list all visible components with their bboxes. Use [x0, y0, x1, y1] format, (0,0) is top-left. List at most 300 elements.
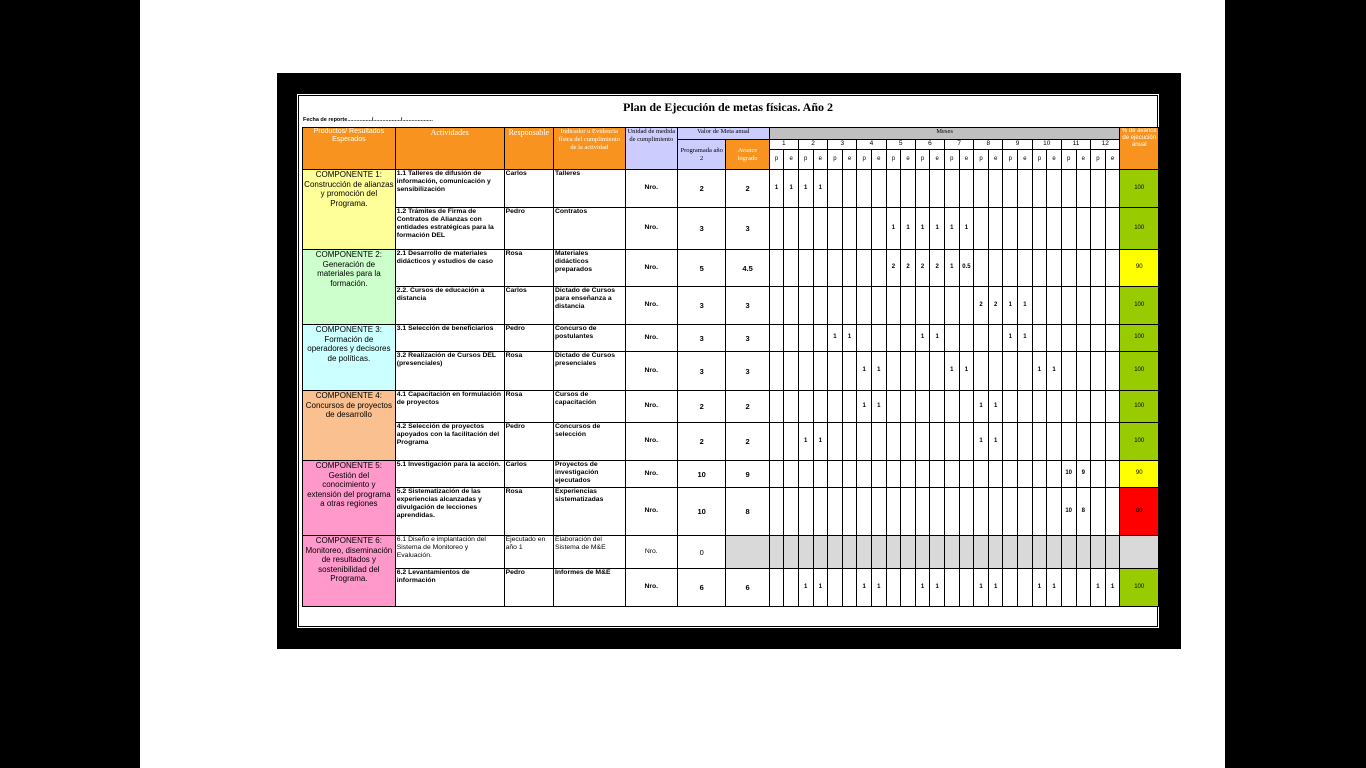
month-value-cell [1003, 569, 1018, 607]
table-row [303, 488, 1159, 536]
month-value-cell [901, 391, 916, 423]
unit-cell: Nro. [625, 536, 677, 569]
executed-subheader: e [871, 150, 886, 170]
month-value-cell: 1 [1032, 352, 1047, 391]
responsible-cell: Rosa [504, 352, 553, 391]
month-value-cell [828, 461, 843, 488]
month-value-cell [1061, 325, 1076, 352]
month-value-cell [842, 536, 857, 569]
month-value-cell [886, 170, 901, 208]
execution-plan-table [302, 127, 1159, 607]
month-value-cell [1018, 170, 1033, 208]
programmed-cell: 3 [677, 325, 725, 352]
month-value-cell [1032, 170, 1047, 208]
month-value-cell: 1 [959, 352, 974, 391]
achieved-cell: 3 [726, 325, 769, 352]
achieved-cell: 3 [726, 287, 769, 325]
month-value-cell [901, 461, 916, 488]
activity-cell: 1.2 Trámites de Firma de Contratos de Alianzas con entidades estratégicas para la formación DEL [395, 208, 504, 250]
month-value-cell [784, 461, 799, 488]
month-value-cell: 1 [1105, 569, 1120, 607]
month-value-cell: 2 [886, 250, 901, 287]
month-value-cell [945, 170, 960, 208]
planned-subheader: p [1032, 150, 1047, 170]
month-header-7: 7 [945, 140, 974, 150]
month-value-cell [769, 352, 784, 391]
executed-subheader: e [1105, 150, 1120, 170]
month-value-cell [945, 325, 960, 352]
percent-cell: 100 [1120, 325, 1159, 352]
header-indicador: Indicador u Evidencia física del cumplimiento de la actividad [554, 128, 626, 170]
executed-subheader: e [988, 150, 1003, 170]
achieved-cell: 2 [726, 423, 769, 461]
table-row [303, 250, 1159, 287]
header-actividades: Actividades [395, 128, 504, 170]
month-value-cell [886, 536, 901, 569]
month-header-10: 10 [1032, 140, 1061, 150]
month-value-cell [915, 461, 930, 488]
month-value-cell [1032, 423, 1047, 461]
achieved-cell [726, 536, 769, 569]
table-row [303, 287, 1159, 325]
indicator-cell: Materiales didácticos preparados [554, 250, 626, 287]
programmed-cell: 2 [677, 391, 725, 423]
indicator-cell: Dictado de Cursos presenciales [554, 352, 626, 391]
percent-cell: 80 [1120, 488, 1159, 536]
header-valor-meta: Valor de Meta anual [677, 128, 769, 140]
month-value-cell [871, 250, 886, 287]
component-label: COMPONENTE 6: Monitoreo, diseminación de resultados y sostenibilidad del Programa. [303, 536, 396, 607]
table-row [303, 325, 1159, 352]
month-value-cell [1047, 391, 1062, 423]
programmed-cell: 5 [677, 250, 725, 287]
indicator-cell: Cursos de capacitación [554, 391, 626, 423]
table-row [303, 208, 1159, 250]
month-value-cell: 1 [842, 325, 857, 352]
programmed-cell: 2 [677, 170, 725, 208]
executed-subheader: e [1018, 150, 1033, 170]
report-date-line: Fecha de reporte................/................../.................... [303, 117, 433, 123]
month-value-cell [886, 569, 901, 607]
month-value-cell [1061, 423, 1076, 461]
month-value-cell [974, 250, 989, 287]
responsible-cell: Ejecutado en año 1 [504, 536, 553, 569]
month-value-cell [1032, 536, 1047, 569]
month-value-cell [1076, 569, 1091, 607]
header-responsable: Responsable [504, 128, 553, 170]
responsible-cell: Pedro [504, 423, 553, 461]
page-title: Plan de Ejecución de metas físicas. Año 2 [623, 100, 833, 114]
month-value-cell [1076, 325, 1091, 352]
table-row [303, 536, 1159, 569]
month-value-cell [1003, 488, 1018, 536]
month-value-cell: 0.5 [959, 250, 974, 287]
month-value-cell [1105, 391, 1120, 423]
month-header-9: 9 [1003, 140, 1032, 150]
month-value-cell [1076, 423, 1091, 461]
month-value-cell: 1 [945, 208, 960, 250]
month-value-cell [930, 170, 945, 208]
month-value-cell [1076, 352, 1091, 391]
unit-cell: Nro. [625, 325, 677, 352]
month-value-cell [886, 352, 901, 391]
month-value-cell: 1 [988, 569, 1003, 607]
month-value-cell [842, 423, 857, 461]
month-value-cell [915, 352, 930, 391]
table-row [303, 461, 1159, 488]
percent-cell: 100 [1120, 352, 1159, 391]
month-header-8: 8 [974, 140, 1003, 150]
month-value-cell [1091, 536, 1106, 569]
activity-cell: 2.1 Desarrollo de materiales didácticos y estudios de caso [395, 250, 504, 287]
month-value-cell [901, 488, 916, 536]
month-header-5: 5 [886, 140, 915, 150]
month-value-cell [871, 287, 886, 325]
month-value-cell [1091, 170, 1106, 208]
month-value-cell [1047, 208, 1062, 250]
month-value-cell [1047, 287, 1062, 325]
unit-cell: Nro. [625, 488, 677, 536]
planned-subheader: p [857, 150, 872, 170]
month-value-cell [988, 325, 1003, 352]
month-value-cell [1105, 536, 1120, 569]
month-value-cell [1061, 391, 1076, 423]
month-value-cell [915, 170, 930, 208]
indicator-cell: Proyectos de investigación ejecutados [554, 461, 626, 488]
month-value-cell [930, 423, 945, 461]
table-row [303, 569, 1159, 607]
month-value-cell [871, 461, 886, 488]
month-value-cell [959, 488, 974, 536]
responsible-cell: Pedro [504, 569, 553, 607]
month-value-cell [1018, 488, 1033, 536]
month-value-cell [1018, 461, 1033, 488]
indicator-cell: Experiencias sistematizadas [554, 488, 626, 536]
indicator-cell: Concursos de selección [554, 423, 626, 461]
month-value-cell: 10 [1061, 461, 1076, 488]
month-value-cell: 1 [1047, 352, 1062, 391]
percent-cell: 100 [1120, 569, 1159, 607]
activity-cell: 2.2. Cursos de educación a distancia [395, 287, 504, 325]
month-value-cell [784, 250, 799, 287]
month-value-cell [930, 391, 945, 423]
month-value-cell [945, 461, 960, 488]
month-value-cell: 1 [988, 391, 1003, 423]
month-value-cell [959, 461, 974, 488]
month-value-cell [901, 170, 916, 208]
month-value-cell [988, 488, 1003, 536]
achieved-cell: 8 [726, 488, 769, 536]
month-value-cell [1091, 461, 1106, 488]
month-value-cell [1061, 170, 1076, 208]
month-value-cell [974, 352, 989, 391]
indicator-cell: Concurso de postulantes [554, 325, 626, 352]
indicator-cell: Informes de M&E [554, 569, 626, 607]
month-value-cell [901, 287, 916, 325]
month-value-cell [828, 208, 843, 250]
planned-subheader: p [1061, 150, 1076, 170]
month-value-cell [769, 536, 784, 569]
month-value-cell [1105, 488, 1120, 536]
month-value-cell [1003, 170, 1018, 208]
month-value-cell [1003, 352, 1018, 391]
unit-cell: Nro. [625, 352, 677, 391]
month-value-cell [857, 536, 872, 569]
activity-cell: 6.1 Diseño e implantación del Sistema de Monitoreo y Evaluación. [395, 536, 504, 569]
month-value-cell [828, 287, 843, 325]
month-value-cell [1061, 569, 1076, 607]
month-value-cell [1003, 250, 1018, 287]
planned-subheader: p [798, 150, 813, 170]
planned-subheader: p [769, 150, 784, 170]
month-value-cell: 9 [1076, 461, 1091, 488]
activity-cell: 3.1 Selección de beneficiarios [395, 325, 504, 352]
month-value-cell [871, 170, 886, 208]
achieved-cell: 3 [726, 352, 769, 391]
month-value-cell [1091, 287, 1106, 325]
month-value-cell [1091, 250, 1106, 287]
executed-subheader: e [959, 150, 974, 170]
month-value-cell: 1 [1003, 325, 1018, 352]
month-value-cell: 1 [988, 423, 1003, 461]
month-value-cell [945, 287, 960, 325]
month-value-cell: 2 [974, 287, 989, 325]
month-value-cell [857, 461, 872, 488]
executed-subheader: e [842, 150, 857, 170]
month-value-cell [974, 536, 989, 569]
month-value-cell [1047, 536, 1062, 569]
month-value-cell: 1 [959, 208, 974, 250]
month-value-cell: 1 [828, 325, 843, 352]
month-value-cell [842, 287, 857, 325]
month-value-cell [1003, 208, 1018, 250]
month-value-cell [1091, 423, 1106, 461]
month-value-cell [769, 423, 784, 461]
month-value-cell: 1 [945, 250, 960, 287]
month-value-cell [1061, 208, 1076, 250]
month-value-cell: 1 [1018, 325, 1033, 352]
month-value-cell [901, 569, 916, 607]
month-value-cell [886, 391, 901, 423]
month-value-cell [886, 287, 901, 325]
unit-cell: Nro. [625, 208, 677, 250]
month-value-cell [1076, 250, 1091, 287]
component-label: COMPONENTE 2: Generación de materiales para la formación. [303, 250, 396, 325]
component-label: COMPONENTE 4: Concursos de proyectos de desarrollo [303, 391, 396, 461]
month-value-cell [945, 423, 960, 461]
month-value-cell [959, 325, 974, 352]
month-value-cell [842, 488, 857, 536]
month-value-cell [1018, 423, 1033, 461]
month-value-cell [886, 423, 901, 461]
month-value-cell [959, 423, 974, 461]
header-programada: Programada año 2 [677, 140, 725, 170]
month-value-cell: 1 [974, 423, 989, 461]
responsible-cell: Carlos [504, 287, 553, 325]
month-value-cell [857, 250, 872, 287]
month-value-cell [1076, 536, 1091, 569]
month-value-cell [842, 352, 857, 391]
month-value-cell: 1 [871, 352, 886, 391]
achieved-cell: 4.5 [726, 250, 769, 287]
month-value-cell [798, 352, 813, 391]
activity-cell: 5.2 Sistematización de las experiencias alcanzadas y divulgación de lecciones aprendidas. [395, 488, 504, 536]
month-value-cell [1018, 569, 1033, 607]
month-value-cell: 1 [857, 352, 872, 391]
month-value-cell [1018, 352, 1033, 391]
month-value-cell [988, 461, 1003, 488]
month-value-cell [1032, 461, 1047, 488]
unit-cell: Nro. [625, 250, 677, 287]
month-value-cell [1091, 488, 1106, 536]
month-value-cell [1032, 208, 1047, 250]
month-value-cell: 1 [813, 170, 828, 208]
month-value-cell [769, 569, 784, 607]
month-value-cell [769, 287, 784, 325]
month-value-cell: 2 [930, 250, 945, 287]
month-value-cell [915, 287, 930, 325]
month-value-cell [1091, 325, 1106, 352]
indicator-cell: Talleres [554, 170, 626, 208]
month-value-cell [1018, 391, 1033, 423]
month-value-cell: 1 [915, 325, 930, 352]
month-value-cell [930, 536, 945, 569]
percent-cell: 100 [1120, 391, 1159, 423]
month-value-cell [1047, 488, 1062, 536]
responsible-cell: Pedro [504, 325, 553, 352]
programmed-cell: 6 [677, 569, 725, 607]
month-value-cell [769, 325, 784, 352]
month-value-cell [1047, 170, 1062, 208]
table-row [303, 352, 1159, 391]
month-value-cell [784, 287, 799, 325]
indicator-cell: Elaboración del Sistema de M&E [554, 536, 626, 569]
month-value-cell [769, 488, 784, 536]
month-value-cell [901, 536, 916, 569]
month-value-cell [1105, 208, 1120, 250]
month-header-3: 3 [828, 140, 857, 150]
month-value-cell [988, 170, 1003, 208]
month-value-cell [974, 208, 989, 250]
month-value-cell [1003, 391, 1018, 423]
month-value-cell [901, 352, 916, 391]
month-value-cell [959, 287, 974, 325]
month-value-cell [1032, 488, 1047, 536]
month-value-cell [1076, 287, 1091, 325]
month-value-cell [871, 325, 886, 352]
month-value-cell [974, 325, 989, 352]
month-value-cell: 1 [769, 170, 784, 208]
month-value-cell [769, 250, 784, 287]
indicator-cell: Dictado de Cursos para enseñanza a distancia [554, 287, 626, 325]
header-pct: % de avance de ejecución anual [1120, 128, 1159, 170]
month-value-cell [1061, 536, 1076, 569]
month-value-cell [959, 536, 974, 569]
month-value-cell: 1 [930, 208, 945, 250]
achieved-cell: 3 [726, 208, 769, 250]
month-value-cell: 1 [930, 569, 945, 607]
month-value-cell [1061, 352, 1076, 391]
month-value-cell [886, 488, 901, 536]
month-value-cell [842, 569, 857, 607]
month-value-cell [1003, 461, 1018, 488]
planned-subheader: p [886, 150, 901, 170]
month-header-12: 12 [1091, 140, 1120, 150]
planned-subheader: p [915, 150, 930, 170]
percent-cell: 100 [1120, 208, 1159, 250]
month-value-cell [871, 208, 886, 250]
activity-cell: 4.1 Capacitación en formulación de proyectos [395, 391, 504, 423]
month-value-cell [813, 352, 828, 391]
activity-cell: 4.2 Selección de proyectos apoyados con la facilitación del Programa [395, 423, 504, 461]
month-value-cell: 1 [813, 423, 828, 461]
percent-cell: 100 [1120, 423, 1159, 461]
component-label: COMPONENTE 5: Gestión del conocimiento y extensión del programa a otras regiones [303, 461, 396, 536]
month-value-cell: 1 [1047, 569, 1062, 607]
month-value-cell: 1 [871, 569, 886, 607]
executed-subheader: e [813, 150, 828, 170]
month-value-cell [1047, 423, 1062, 461]
header-avance: Avance logrado [726, 140, 769, 170]
month-value-cell [1076, 391, 1091, 423]
month-value-cell [828, 569, 843, 607]
month-value-cell [988, 536, 1003, 569]
month-value-cell [1061, 250, 1076, 287]
unit-cell: Nro. [625, 391, 677, 423]
month-value-cell [1105, 423, 1120, 461]
month-value-cell [857, 325, 872, 352]
unit-cell: Nro. [625, 170, 677, 208]
month-value-cell [857, 287, 872, 325]
month-value-cell [930, 287, 945, 325]
month-value-cell [857, 423, 872, 461]
month-value-cell [784, 423, 799, 461]
month-value-cell [828, 352, 843, 391]
month-value-cell [1105, 461, 1120, 488]
executed-subheader: e [1076, 150, 1091, 170]
month-value-cell [1047, 250, 1062, 287]
month-value-cell [959, 170, 974, 208]
header-meses: Meses [769, 128, 1120, 140]
month-header-2: 2 [798, 140, 827, 150]
month-value-cell [813, 461, 828, 488]
month-header-11: 11 [1061, 140, 1090, 150]
programmed-cell: 2 [677, 423, 725, 461]
planned-subheader: p [1003, 150, 1018, 170]
month-value-cell: 1 [901, 208, 916, 250]
header-unidad: Unidad de medida de cumplimiento [625, 128, 677, 170]
month-value-cell [1061, 287, 1076, 325]
month-value-cell [842, 461, 857, 488]
month-value-cell [1003, 423, 1018, 461]
month-value-cell [1091, 352, 1106, 391]
month-value-cell [915, 488, 930, 536]
month-value-cell: 2 [901, 250, 916, 287]
component-label: COMPONENTE 1: Construcción de alianzas y promoción del Programa. [303, 170, 396, 250]
responsible-cell: Pedro [504, 208, 553, 250]
month-value-cell [945, 488, 960, 536]
month-value-cell [1105, 250, 1120, 287]
responsible-cell: Carlos [504, 170, 553, 208]
responsible-cell: Rosa [504, 250, 553, 287]
month-value-cell [1032, 391, 1047, 423]
month-value-cell: 1 [974, 391, 989, 423]
spreadsheet-page [296, 93, 1160, 629]
month-value-cell [769, 208, 784, 250]
planned-subheader: p [945, 150, 960, 170]
achieved-cell: 2 [726, 391, 769, 423]
month-value-cell [1032, 287, 1047, 325]
